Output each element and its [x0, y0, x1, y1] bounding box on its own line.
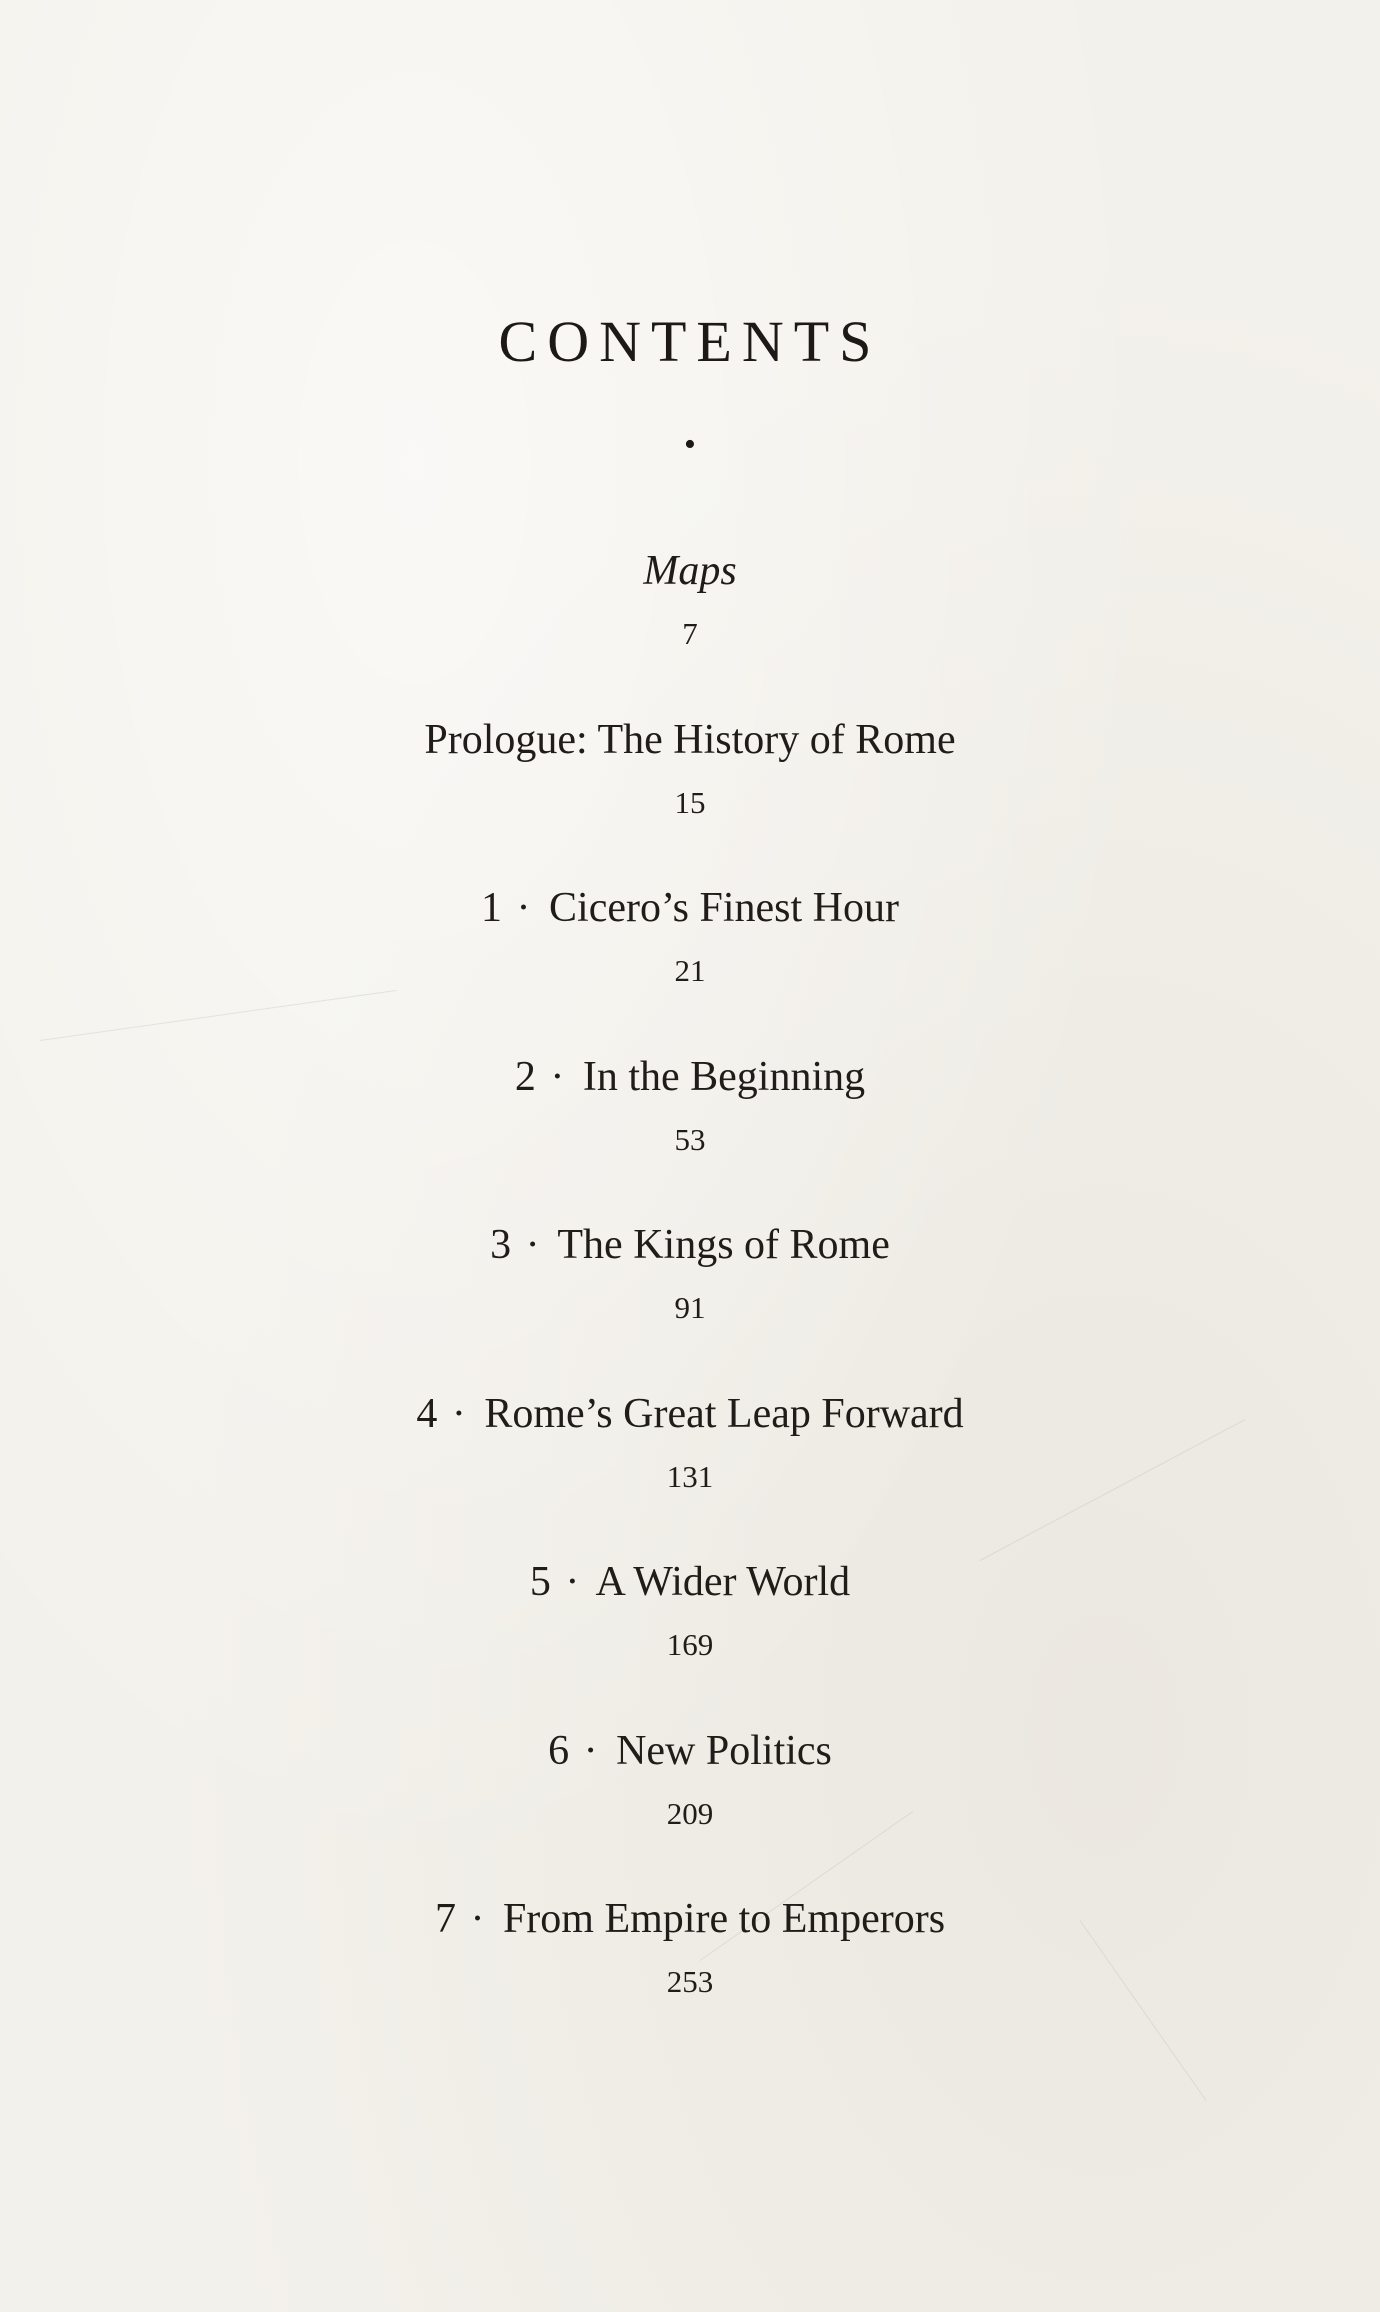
toc-entry-chapter-5	[0, 1551, 1380, 1720]
toc-entry-page: 53	[674, 1121, 706, 1157]
toc-entry-page: 253	[666, 1964, 714, 1999]
toc-entry-title-text: Cicero’s Finest Hour	[549, 885, 899, 931]
toc-entry-title[interactable]	[0, 1046, 1380, 1108]
toc-entry-page: 15	[674, 784, 706, 820]
toc-entry-chapter-6	[0, 1720, 1380, 1889]
toc-entry-title[interactable]	[0, 1383, 1380, 1445]
chapter-separator: ·	[583, 1727, 598, 1774]
table-of-contents	[0, 540, 1380, 2057]
chapter-number: 2	[514, 1053, 536, 1100]
chapter-number: 3	[490, 1222, 512, 1268]
contents-heading: CONTENTS	[498, 309, 882, 374]
chapter-separator: ·	[565, 1559, 580, 1605]
toc-entry-title[interactable]	[0, 1888, 1380, 1950]
toc-entry-prologue	[0, 709, 1380, 878]
toc-entry-page: 91	[674, 1290, 706, 1325]
chapter-number: 5	[529, 1559, 551, 1605]
toc-entry-chapter-4	[0, 1383, 1380, 1552]
toc-entry-title[interactable]	[0, 540, 1380, 602]
toc-entry-title[interactable]	[0, 1720, 1380, 1782]
toc-entry-maps	[0, 540, 1380, 709]
chapter-number: 1	[481, 885, 503, 931]
chapter-number: 4	[416, 1390, 438, 1437]
chapter-separator: ·	[451, 1390, 466, 1437]
toc-entry-page: 7	[682, 616, 698, 651]
chapter-number: 7	[434, 1896, 456, 1942]
toc-entry-title[interactable]	[0, 1214, 1380, 1276]
toc-entry-chapter-7	[0, 1888, 1380, 2057]
toc-entry-title-text: In the Beginning	[582, 1053, 866, 1100]
chapter-separator: ·	[525, 1222, 540, 1268]
toc-entry-title-text: The Kings of Rome	[557, 1222, 890, 1268]
toc-entry-title-text: Prologue: The History of Rome	[424, 716, 956, 763]
toc-entry-title-text: New Politics	[616, 1727, 832, 1774]
toc-entry-title-text: A Wider World	[595, 1559, 851, 1605]
heading-ornament: •	[684, 426, 696, 463]
toc-entry-chapter-1	[0, 877, 1380, 1046]
chapter-separator: ·	[550, 1053, 565, 1100]
toc-entry-page: 21	[674, 953, 706, 988]
toc-entry-title-text: Maps	[643, 548, 737, 594]
toc-entry-title-text: From Empire to Emperors	[502, 1896, 946, 1942]
toc-entry-title[interactable]	[0, 709, 1380, 771]
toc-entry-title[interactable]	[0, 877, 1380, 939]
toc-entry-page: 169	[666, 1627, 714, 1662]
toc-entry-chapter-2	[0, 1046, 1380, 1215]
toc-entry-title[interactable]	[0, 1551, 1380, 1613]
chapter-separator: ·	[470, 1896, 485, 1942]
toc-entry-chapter-3	[0, 1214, 1380, 1383]
toc-entry-title-text: Rome’s Great Leap Forward	[484, 1390, 964, 1437]
toc-entry-page: 209	[666, 1795, 714, 1831]
chapter-separator: ·	[516, 885, 531, 931]
chapter-number: 6	[548, 1727, 570, 1774]
toc-entry-page: 131	[666, 1458, 714, 1494]
